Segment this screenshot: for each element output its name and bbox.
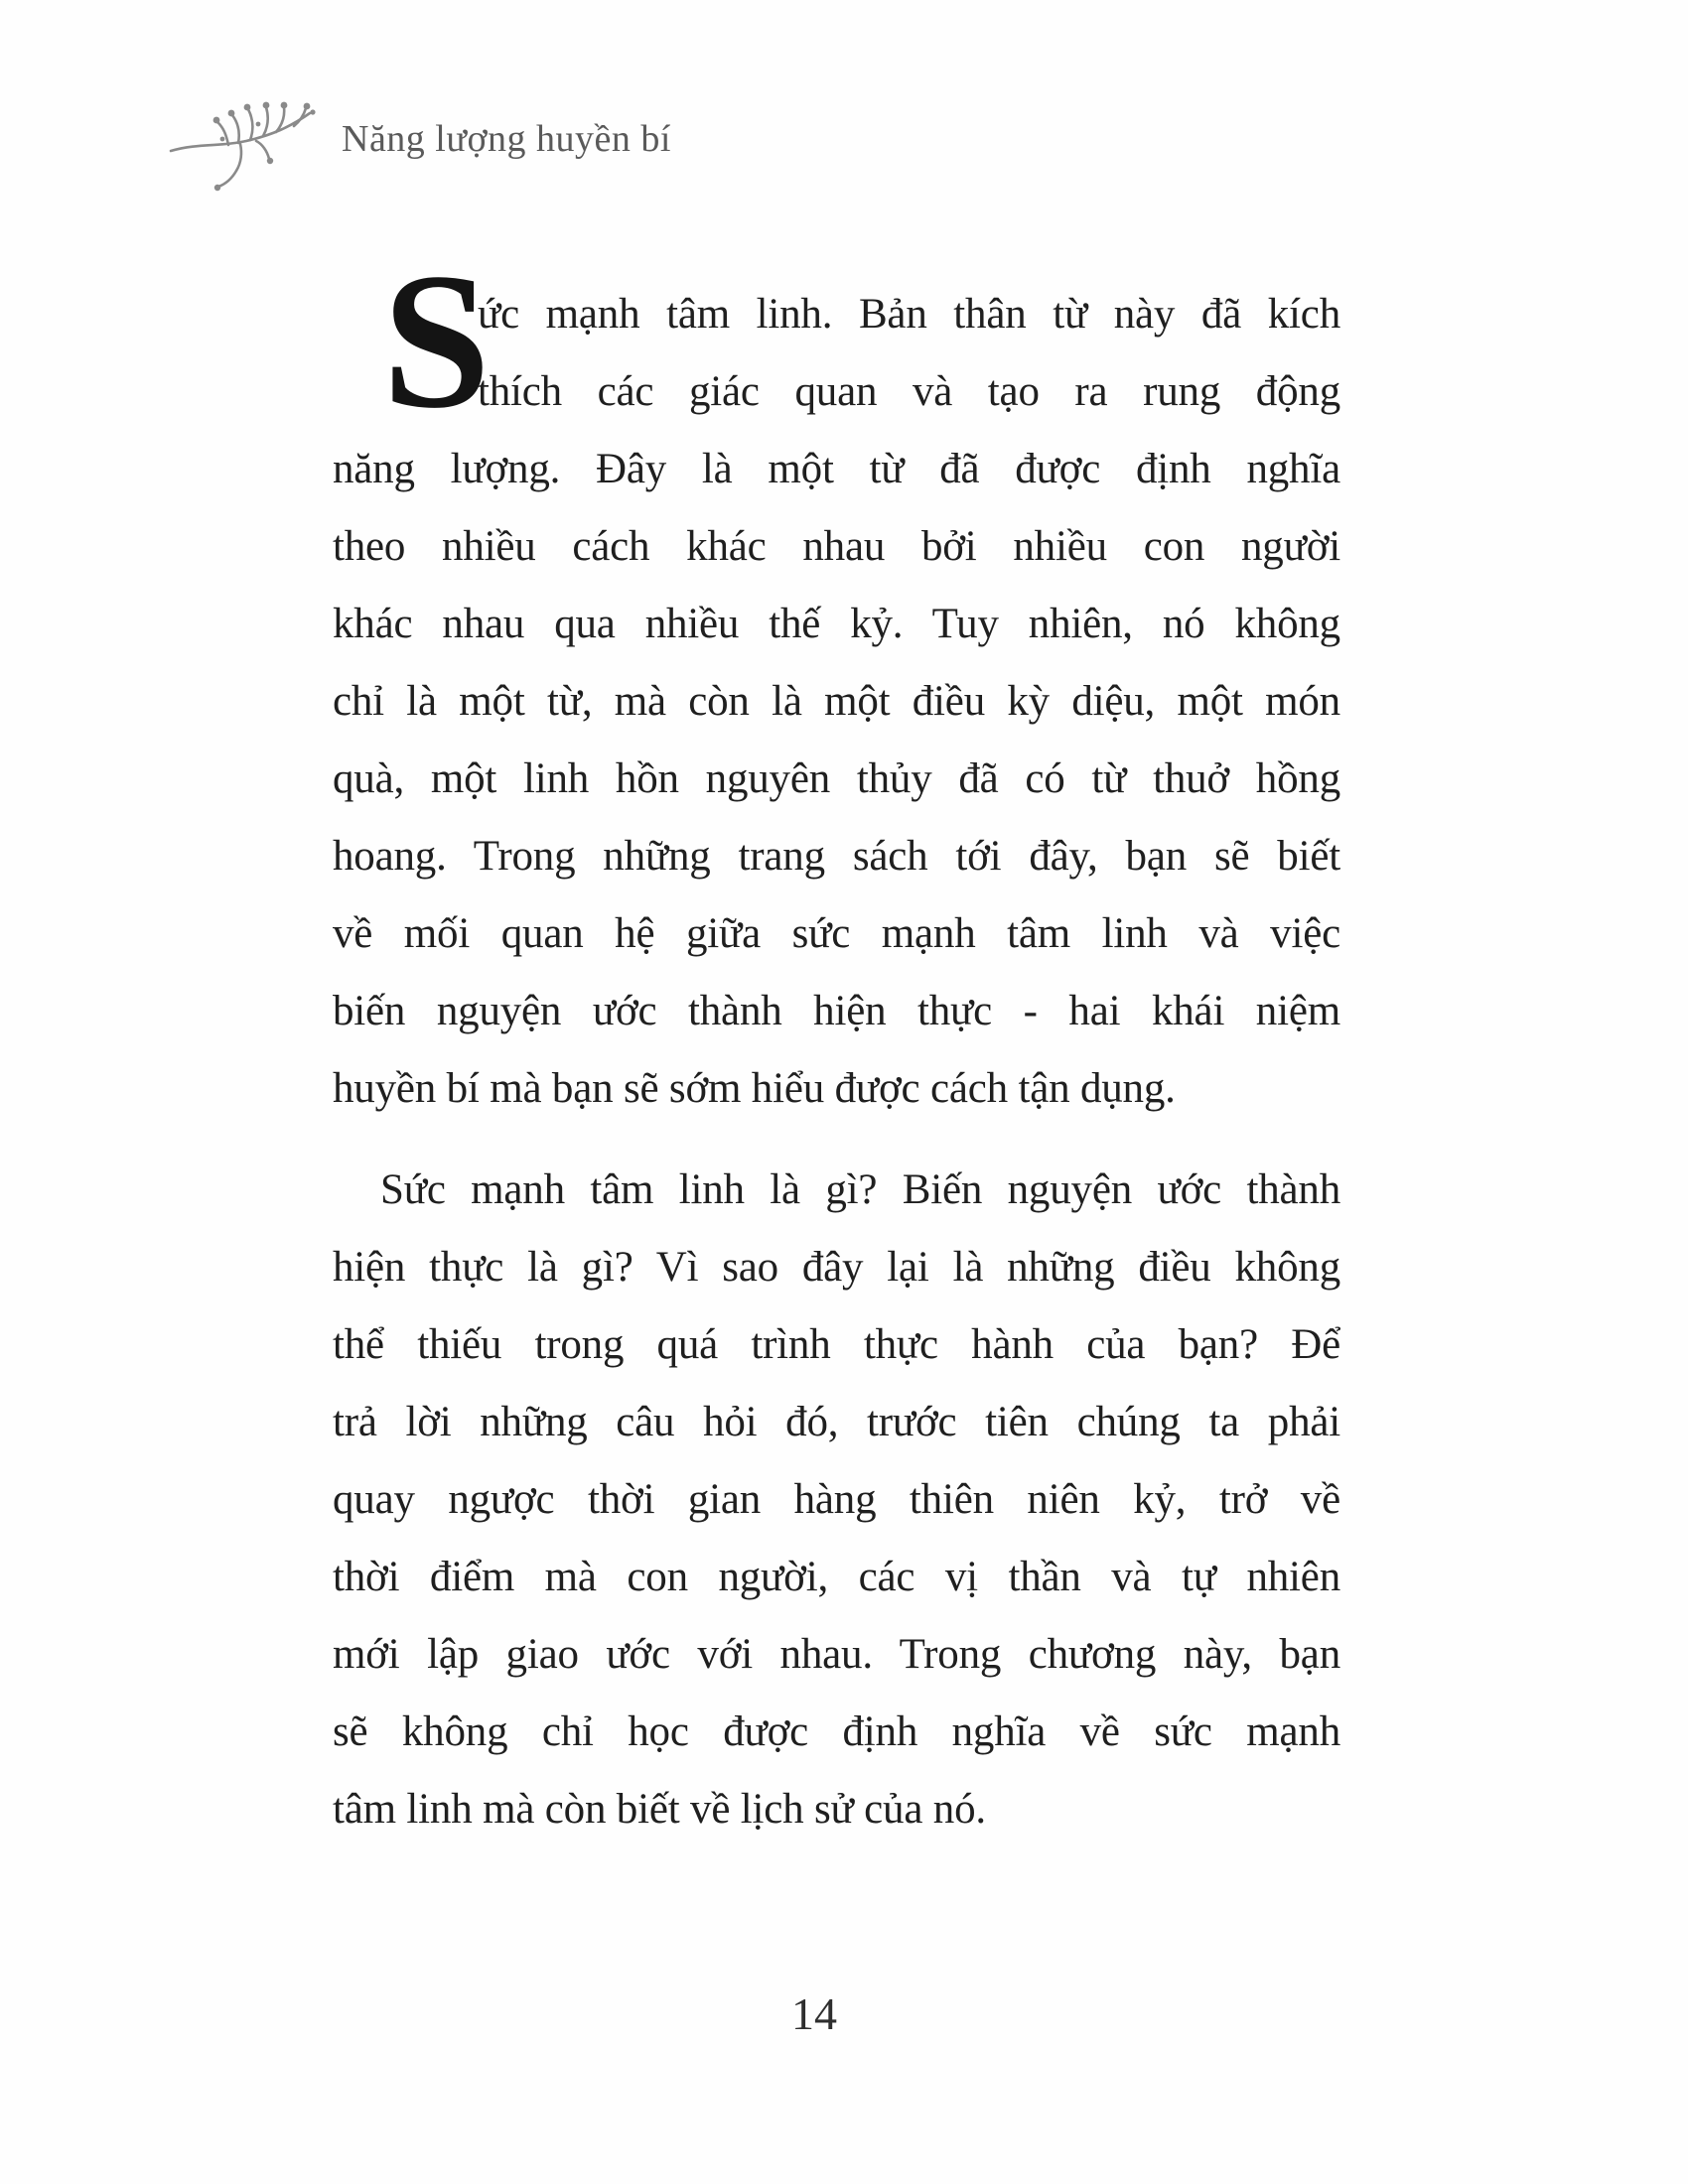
text-line: thời điểm mà con người, các vị thần và tự nhiên xyxy=(333,1554,1340,1600)
drop-cap: S xyxy=(382,233,492,449)
text-line: biến nguyện ước thành hiện thực - hai khái niệm xyxy=(333,988,1340,1034)
paragraph-2 xyxy=(333,1152,1340,1848)
text-line: thích các giác quan và tạo ra rung động xyxy=(478,368,1340,415)
text-line: thể thiếu trong quá trình thực hành của bạn? Để xyxy=(333,1321,1340,1368)
text-line: chỉ là một từ, mà còn là một điều kỳ diệu, một món xyxy=(333,678,1340,725)
page-number: 14 xyxy=(791,1988,837,2039)
chapter-header-title: Năng lượng huyền bí xyxy=(342,118,671,160)
text-line: trả lời những câu hỏi đó, trước tiên chúng ta phải xyxy=(333,1399,1340,1445)
paragraph-1 xyxy=(333,233,1340,1128)
branch-ornament-icon xyxy=(169,99,328,194)
text-line: sẽ không chỉ học được định nghĩa về sức mạnh xyxy=(333,1708,1340,1755)
text-line: hiện thực là gì? Vì sao đây lại là những điều không xyxy=(333,1244,1340,1291)
text-line: Sức mạnh tâm linh là gì? Biến nguyện ước thành xyxy=(380,1166,1340,1213)
running-header xyxy=(169,94,671,184)
text-line: mới lập giao ước với nhau. Trong chương này, bạn xyxy=(333,1631,1340,1678)
text-line: ức mạnh tâm linh. Bản thân từ này đã kích xyxy=(478,291,1340,338)
text-line: năng lượng. Đây là một từ đã được định nghĩa xyxy=(333,446,1340,492)
text-line: về mối quan hệ giữa sức mạnh tâm linh và việc xyxy=(333,910,1340,957)
text-line: quà, một linh hồn nguyên thủy đã có từ thuở hồng xyxy=(333,755,1340,802)
text-line: quay ngược thời gian hàng thiên niên kỷ, trở về xyxy=(333,1476,1340,1523)
body-text-block xyxy=(333,233,1340,1848)
text-line: hoang. Trong những trang sách tới đây, bạn sẽ biết xyxy=(333,833,1340,880)
text-line: huyền bí mà bạn sẽ sớm hiểu được cách tận dụng. xyxy=(333,1065,1176,1112)
text-line: theo nhiều cách khác nhau bởi nhiều con người xyxy=(333,523,1340,570)
text-line: tâm linh mà còn biết về lịch sử của nó. xyxy=(333,1786,986,1833)
text-line: khác nhau qua nhiều thế kỷ. Tuy nhiên, nó không xyxy=(333,601,1340,647)
